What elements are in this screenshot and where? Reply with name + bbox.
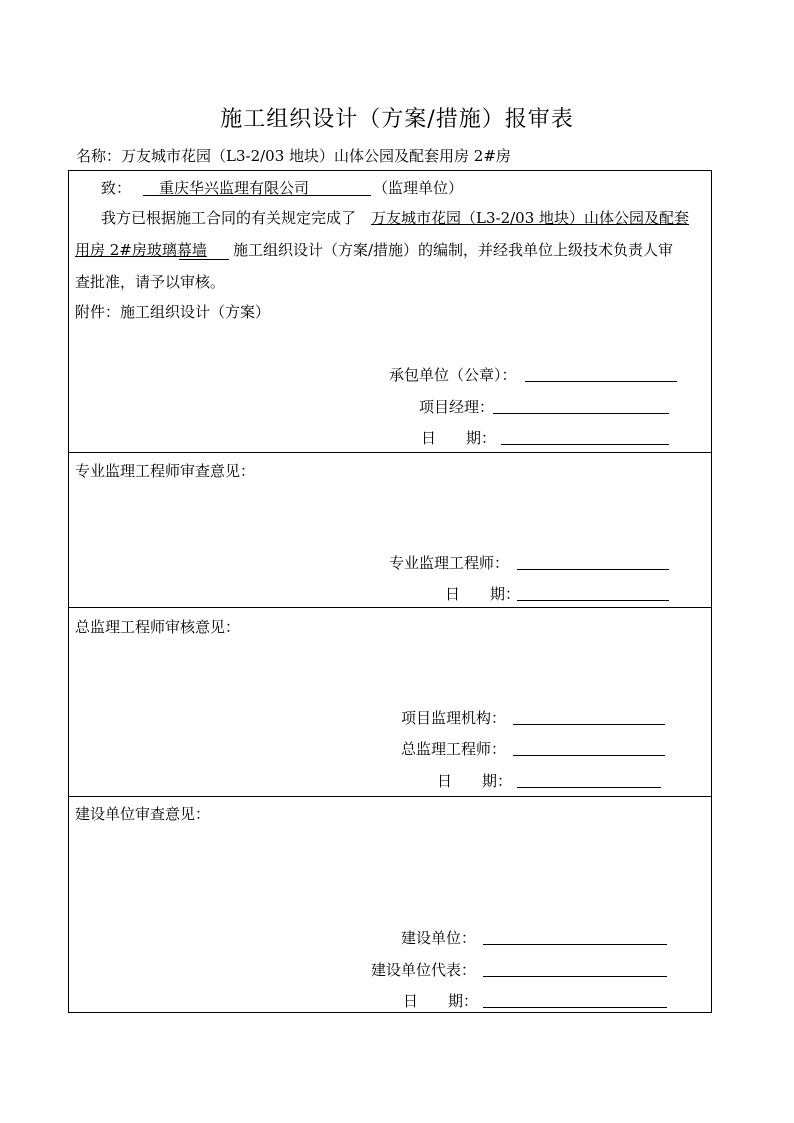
date-field-1[interactable] [501, 444, 669, 445]
contractor-field[interactable] [525, 381, 677, 382]
to-unit: 重庆华兴监理有限公司 [143, 177, 371, 196]
project-name-part1: 万友城市花园（L3-2/03 地块）山体公园及配套 [371, 209, 690, 227]
section-chief-review [69, 608, 711, 797]
date-label-3: 日 期： [437, 772, 513, 790]
specialist-field[interactable] [517, 569, 669, 570]
org-label: 项目监理机构： [401, 709, 507, 727]
owner-unit-label: 建设单位： [401, 929, 477, 947]
form-title: 施工组织设计（方案/措施）报审表 [220, 107, 574, 132]
date-field-2[interactable] [517, 600, 669, 601]
chief-heading: 总监理工程师审核意见： [75, 618, 241, 636]
manager-field[interactable] [493, 413, 669, 414]
owner-rep-label: 建设单位代表： [371, 961, 477, 979]
manager-label: 项目经理： [419, 398, 495, 416]
project-name-part2: 用房 2#房玻璃幕墙 [75, 241, 207, 259]
specialist-label: 专业监理工程师： [389, 554, 510, 572]
form-table [68, 170, 712, 1013]
owner-heading: 建设单位审查意见： [75, 805, 211, 823]
owner-rep-field[interactable] [483, 976, 667, 977]
section-specialist-review [69, 453, 711, 608]
date-label-1: 日 期： [421, 429, 497, 447]
date-label-4: 日 期： [403, 992, 479, 1010]
owner-unit-field[interactable] [483, 944, 667, 945]
date-field-3[interactable] [517, 787, 661, 788]
section-submission [69, 171, 711, 453]
specialist-heading: 专业监理工程师审查意见： [75, 462, 256, 480]
paragraph-mid: 施工组织设计（方案/措施）的编制，并经我单位上级技术负责人审 [233, 241, 674, 259]
paragraph-end: 查批准，请予以审核。 [75, 273, 226, 291]
org-field[interactable] [513, 724, 665, 725]
project-name-line: 名称：万友城市花园（L3-2/03 地块）山体公园及配套用房 2#房 [76, 147, 511, 165]
section-owner-review [69, 797, 711, 1012]
chief-label: 总监理工程师： [401, 740, 507, 758]
contractor-label: 承包单位（公章）： [389, 366, 517, 384]
date-label-2: 日 期： [445, 585, 521, 603]
to-label: 致： [101, 179, 132, 197]
attachment-line: 附件：施工组织设计（方案） [75, 303, 271, 321]
project-underline [179, 259, 229, 260]
paragraph-prefix: 我方已根据施工合同的有关规定完成了 [101, 209, 357, 227]
to-suffix: （监理单位） [373, 179, 464, 197]
date-field-4[interactable] [483, 1007, 667, 1008]
chief-field[interactable] [513, 755, 665, 756]
